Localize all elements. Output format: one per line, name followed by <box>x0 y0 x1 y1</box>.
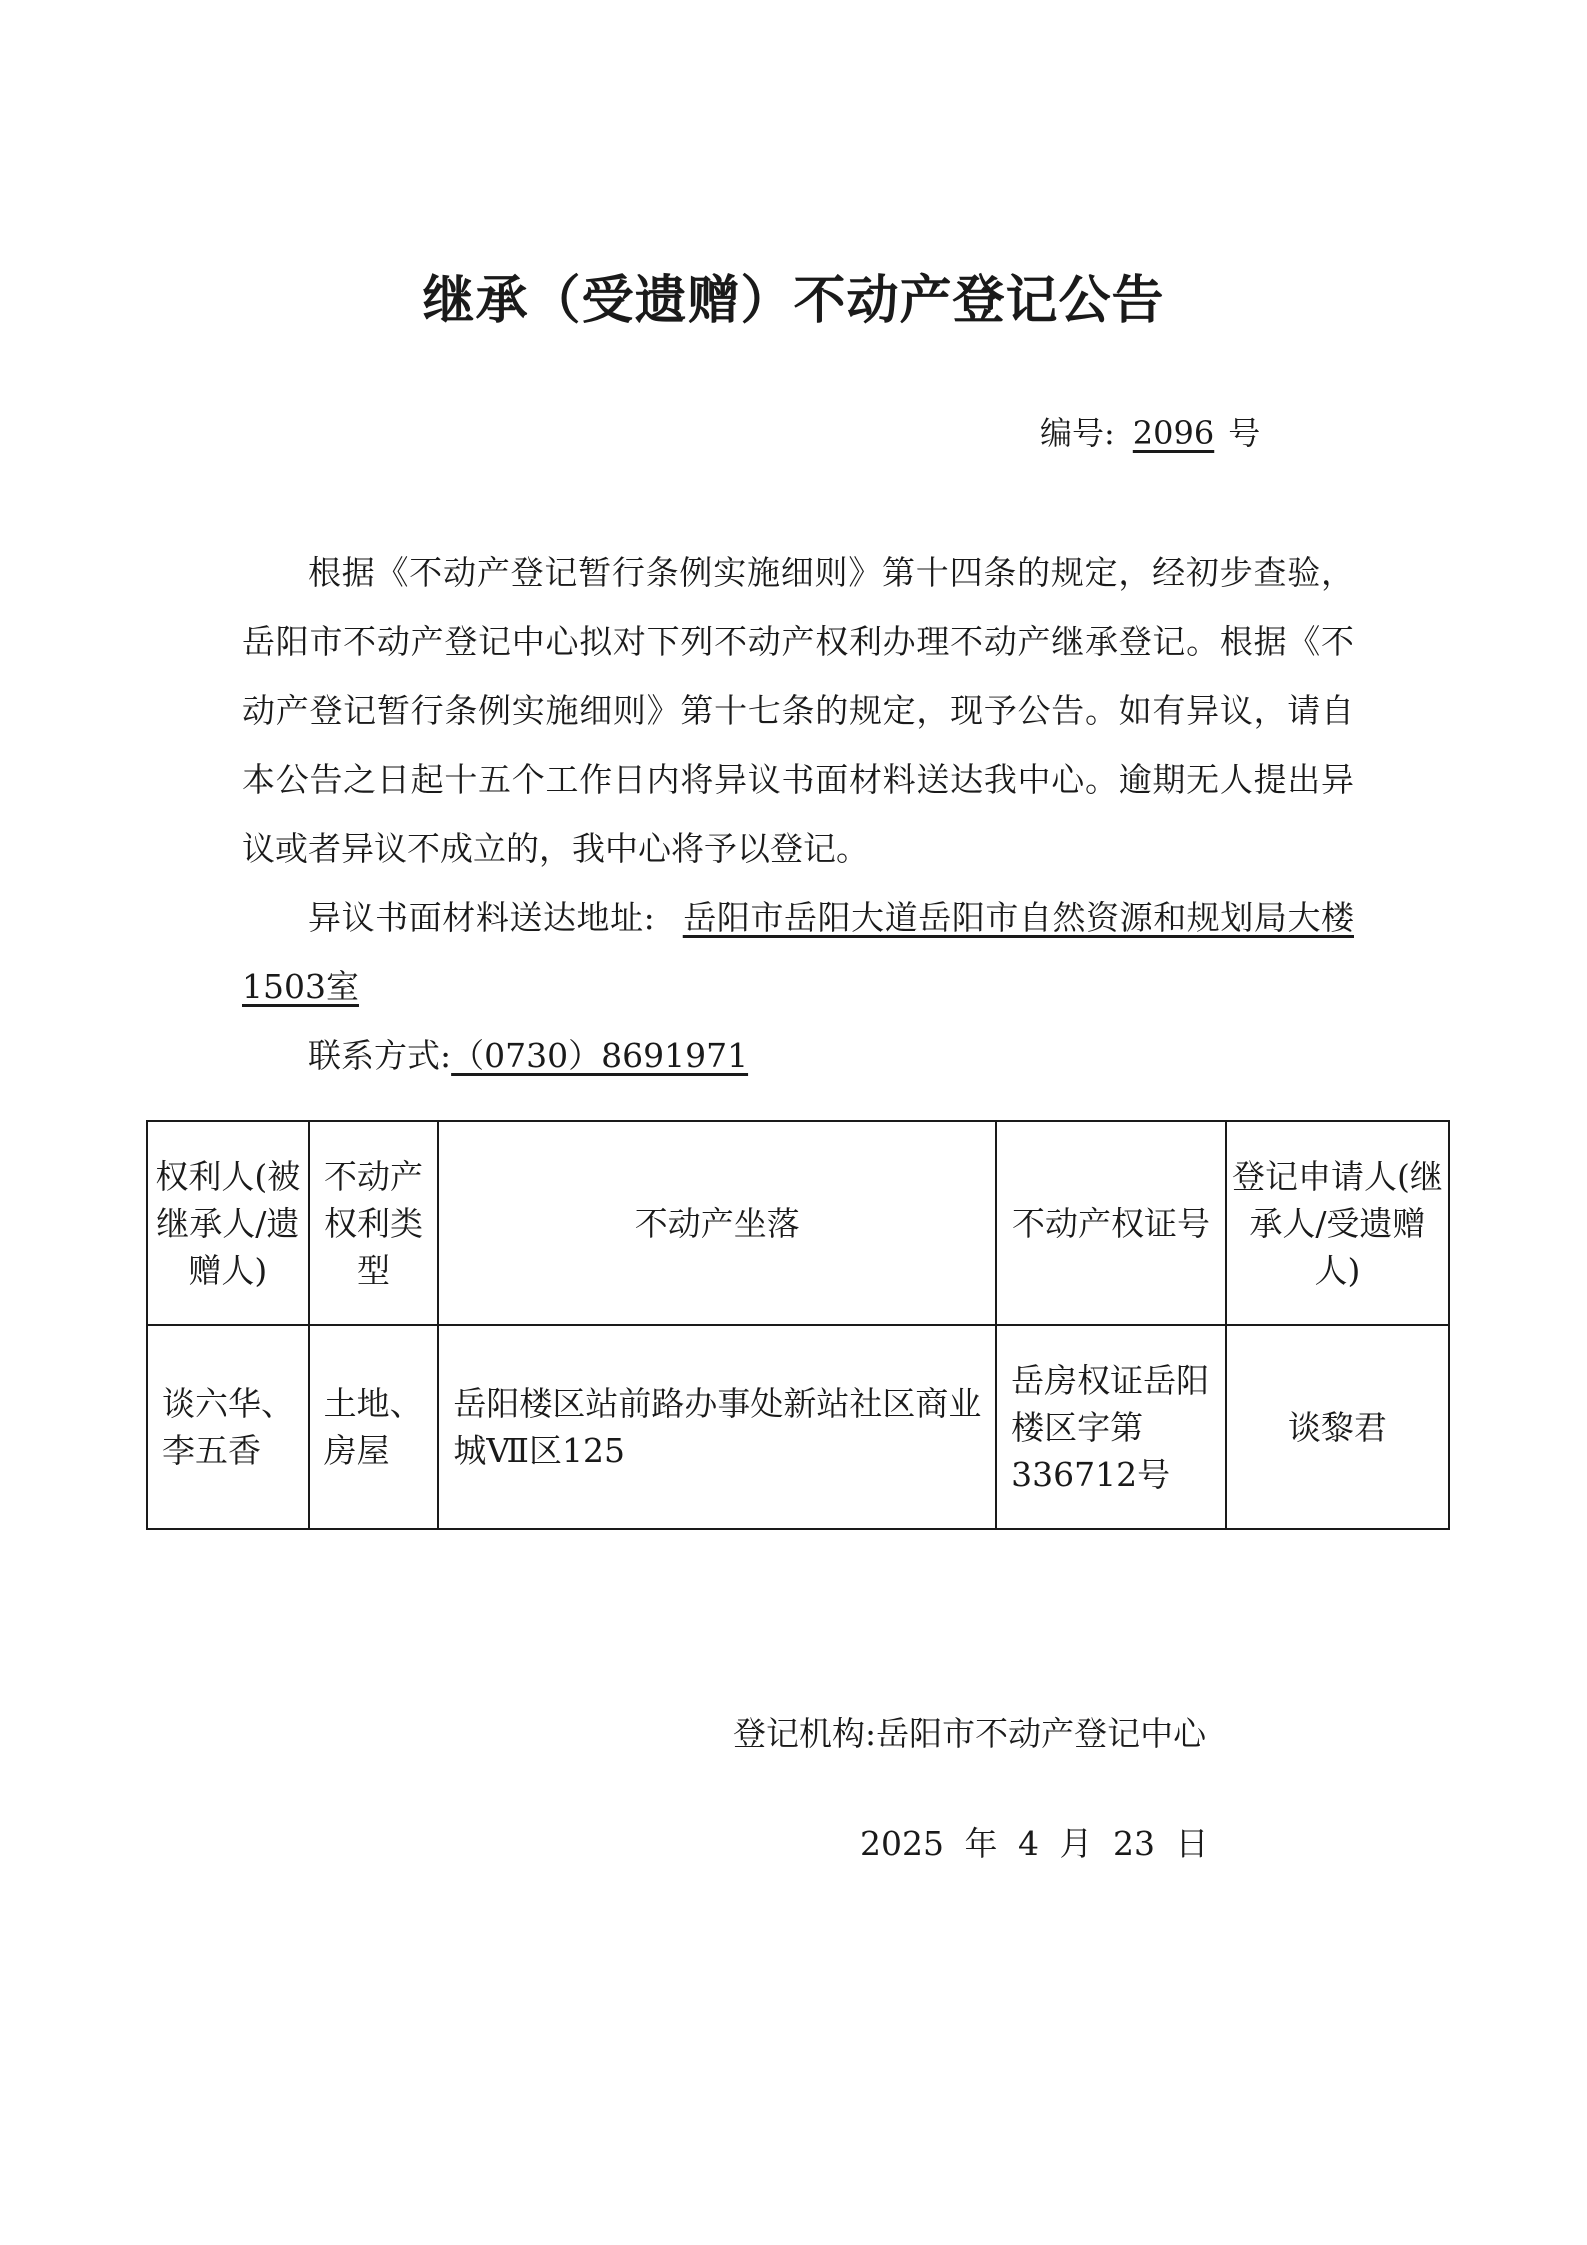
doc-no-suffix: 号 <box>1228 414 1261 452</box>
date-year: 2025 <box>860 1824 944 1863</box>
page-title: 继承（受遗赠）不动产登记公告 <box>422 271 1165 331</box>
table-row <box>147 1325 1449 1529</box>
contact-value: （0730）8691971 <box>451 1036 749 1075</box>
cell-right-type: 土地、房屋 <box>309 1325 439 1529</box>
header-right-type: 不动产权利类型 <box>309 1121 439 1325</box>
contact-label: 联系方式: <box>308 1036 452 1075</box>
table-header-row <box>147 1121 1449 1325</box>
cell-certificate-no: 岳房权证岳阳楼区字第336712号 <box>996 1325 1226 1529</box>
date-day-unit: 日 <box>1175 1824 1209 1863</box>
org-value: 岳阳市不动产登记中心 <box>876 1714 1207 1753</box>
address-label: 异议书面材料送达地址: <box>308 898 655 937</box>
contact-info <box>242 1021 1354 1090</box>
header-certificate-no: 不动产权证号 <box>996 1121 1226 1325</box>
registration-authority <box>733 1708 1206 1755</box>
registration-table <box>146 1120 1450 1530</box>
doc-no-label: 编号: <box>1040 414 1115 452</box>
cell-obligee: 谈六华、李五香 <box>147 1325 309 1529</box>
header-obligee: 权利人(被继承人/遗赠人) <box>147 1121 309 1325</box>
cell-applicant: 谈黎君 <box>1226 1325 1449 1529</box>
address-value: 岳阳市岳阳大道岳阳市自然资源和规划局大楼1503室 <box>242 898 1354 1006</box>
header-applicant: 登记申请人(继承人/受遗赠人) <box>1226 1121 1449 1325</box>
header-location: 不动产坐落 <box>438 1121 996 1325</box>
notice-date <box>860 1818 1208 1865</box>
date-day: 23 <box>1112 1824 1155 1863</box>
date-year-unit: 年 <box>964 1824 998 1863</box>
objection-address <box>242 883 1354 1021</box>
date-month-unit: 月 <box>1059 1824 1093 1863</box>
date-month: 4 <box>1017 1824 1039 1863</box>
notice-paragraph: 根据《不动产登记暂行条例实施细则》第十四条的规定，经初步查验，岳阳市不动产登记中心拟对下列不动产权利办理不动产继承登记。根据《不动产登记暂行条例实施细则》第十七条的规定，现予公告。如有异议，请自本公告之日起十五个工作日内将异议书面材料送达我中心。逾期无人提出异议或者异议不成立的，我中心将予以登记。 <box>242 553 1354 868</box>
notice-body <box>242 538 1354 1090</box>
cell-location: 岳阳楼区站前路办事处新站社区商业城Ⅶ区125 <box>438 1325 996 1529</box>
org-label: 登记机构: <box>733 1714 877 1753</box>
document-number <box>1040 408 1260 454</box>
doc-no-value: 2096 <box>1132 414 1215 452</box>
